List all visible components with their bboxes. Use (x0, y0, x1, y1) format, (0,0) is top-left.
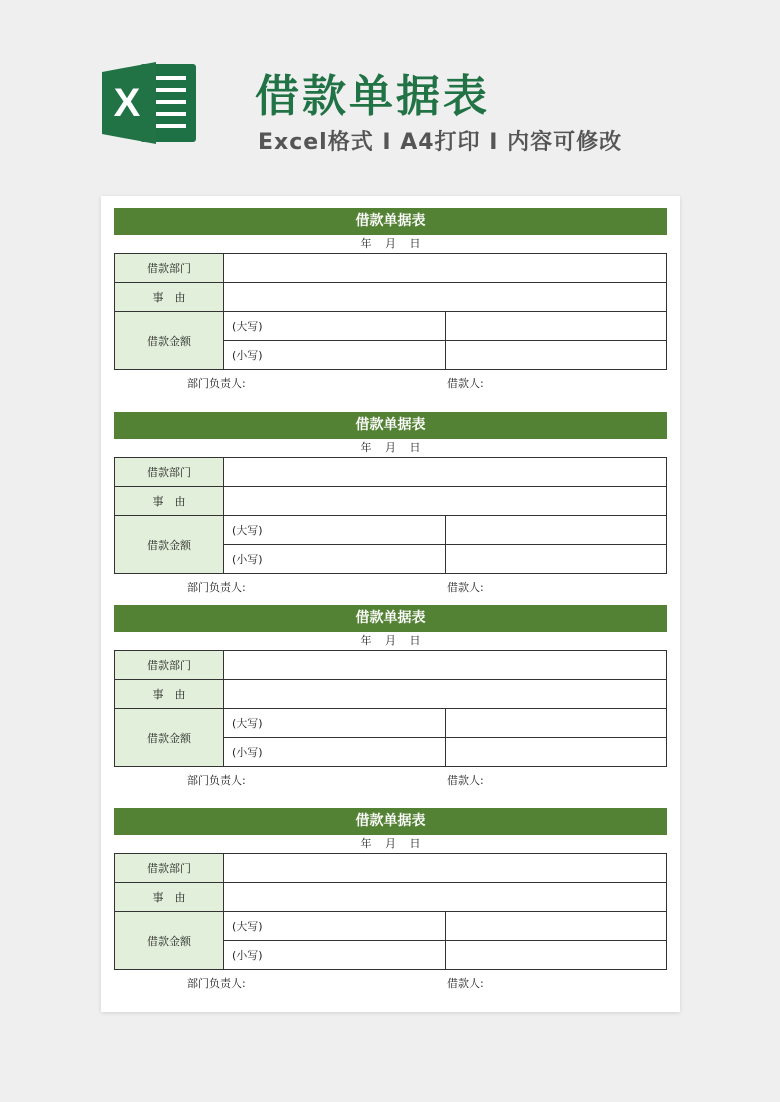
table-row (115, 254, 667, 283)
dept-label: 借款部门 (115, 651, 224, 680)
reason-label: 事 由 (115, 680, 224, 709)
reason-field[interactable] (224, 883, 667, 912)
dept-head-label: 部门负责人: (187, 377, 246, 390)
form-table (114, 457, 667, 574)
table-row (115, 458, 667, 487)
amount-lower-field[interactable] (445, 941, 667, 970)
amount-lower-label: (小写) (224, 341, 446, 370)
form-table (114, 853, 667, 970)
amount-upper-field[interactable] (445, 516, 667, 545)
form-date: 年 月 日 (360, 634, 421, 647)
amount-label: 借款金额 (115, 912, 224, 970)
reason-label: 事 由 (115, 487, 224, 516)
table-row (115, 283, 667, 312)
signature-row (114, 370, 667, 394)
dept-label: 借款部门 (115, 254, 224, 283)
dept-head-label: 部门负责人: (187, 774, 246, 787)
page-title: 借款单据表 (255, 71, 490, 122)
form-date: 年 月 日 (360, 237, 421, 250)
amount-lower-field[interactable] (445, 341, 667, 370)
dept-field[interactable] (224, 254, 667, 283)
borrower-label: 借款人: (447, 377, 484, 390)
dept-field[interactable] (224, 651, 667, 680)
amount-lower-label: (小写) (224, 545, 446, 574)
amount-upper-field[interactable] (445, 912, 667, 941)
loan-form-2 (114, 412, 667, 598)
table-row (115, 312, 667, 341)
borrower-label: 借款人: (447, 774, 484, 787)
amount-label: 借款金额 (115, 709, 224, 767)
table-row (115, 680, 667, 709)
borrower-label: 借款人: (447, 977, 484, 990)
dept-field[interactable] (224, 458, 667, 487)
amount-lower-label: (小写) (224, 941, 446, 970)
reason-label: 事 由 (115, 283, 224, 312)
document-paper (101, 196, 680, 1012)
amount-upper-label: (大写) (224, 516, 446, 545)
reason-field[interactable] (224, 283, 667, 312)
amount-upper-label: (大写) (224, 912, 446, 941)
dept-label: 借款部门 (115, 458, 224, 487)
amount-upper-field[interactable] (445, 709, 667, 738)
form-title: 借款单据表 (114, 412, 667, 439)
dept-head-label: 部门负责人: (187, 977, 246, 990)
reason-label: 事 由 (115, 883, 224, 912)
page-subtitle: Excel格式 I A4打印 I 内容可修改 (258, 130, 623, 155)
table-row (115, 651, 667, 680)
dept-field[interactable] (224, 854, 667, 883)
amount-label: 借款金额 (115, 516, 224, 574)
signature-row (114, 574, 667, 598)
table-row (115, 912, 667, 941)
page-header (0, 0, 780, 190)
amount-upper-field[interactable] (445, 312, 667, 341)
signature-row (114, 970, 667, 994)
table-row (115, 709, 667, 738)
reason-field[interactable] (224, 487, 667, 516)
form-title: 借款单据表 (114, 808, 667, 835)
amount-label: 借款金额 (115, 312, 224, 370)
borrower-label: 借款人: (447, 581, 484, 594)
form-table (114, 650, 667, 767)
amount-upper-label: (大写) (224, 709, 446, 738)
dept-label: 借款部门 (115, 854, 224, 883)
form-date: 年 月 日 (360, 441, 421, 454)
form-table (114, 253, 667, 370)
form-title: 借款单据表 (114, 605, 667, 632)
loan-form-4 (114, 808, 667, 994)
table-row (115, 854, 667, 883)
amount-lower-label: (小写) (224, 738, 446, 767)
amount-upper-label: (大写) (224, 312, 446, 341)
amount-lower-field[interactable] (445, 545, 667, 574)
amount-lower-field[interactable] (445, 738, 667, 767)
form-date: 年 月 日 (360, 837, 421, 850)
reason-field[interactable] (224, 680, 667, 709)
excel-logo-icon (100, 58, 200, 148)
signature-row (114, 767, 667, 791)
dept-head-label: 部门负责人: (187, 581, 246, 594)
loan-form-3 (114, 605, 667, 791)
form-title: 借款单据表 (114, 208, 667, 235)
loan-form-1 (114, 208, 667, 394)
table-row (115, 487, 667, 516)
svg-text:X: X (113, 81, 141, 125)
table-row (115, 516, 667, 545)
table-row (115, 883, 667, 912)
